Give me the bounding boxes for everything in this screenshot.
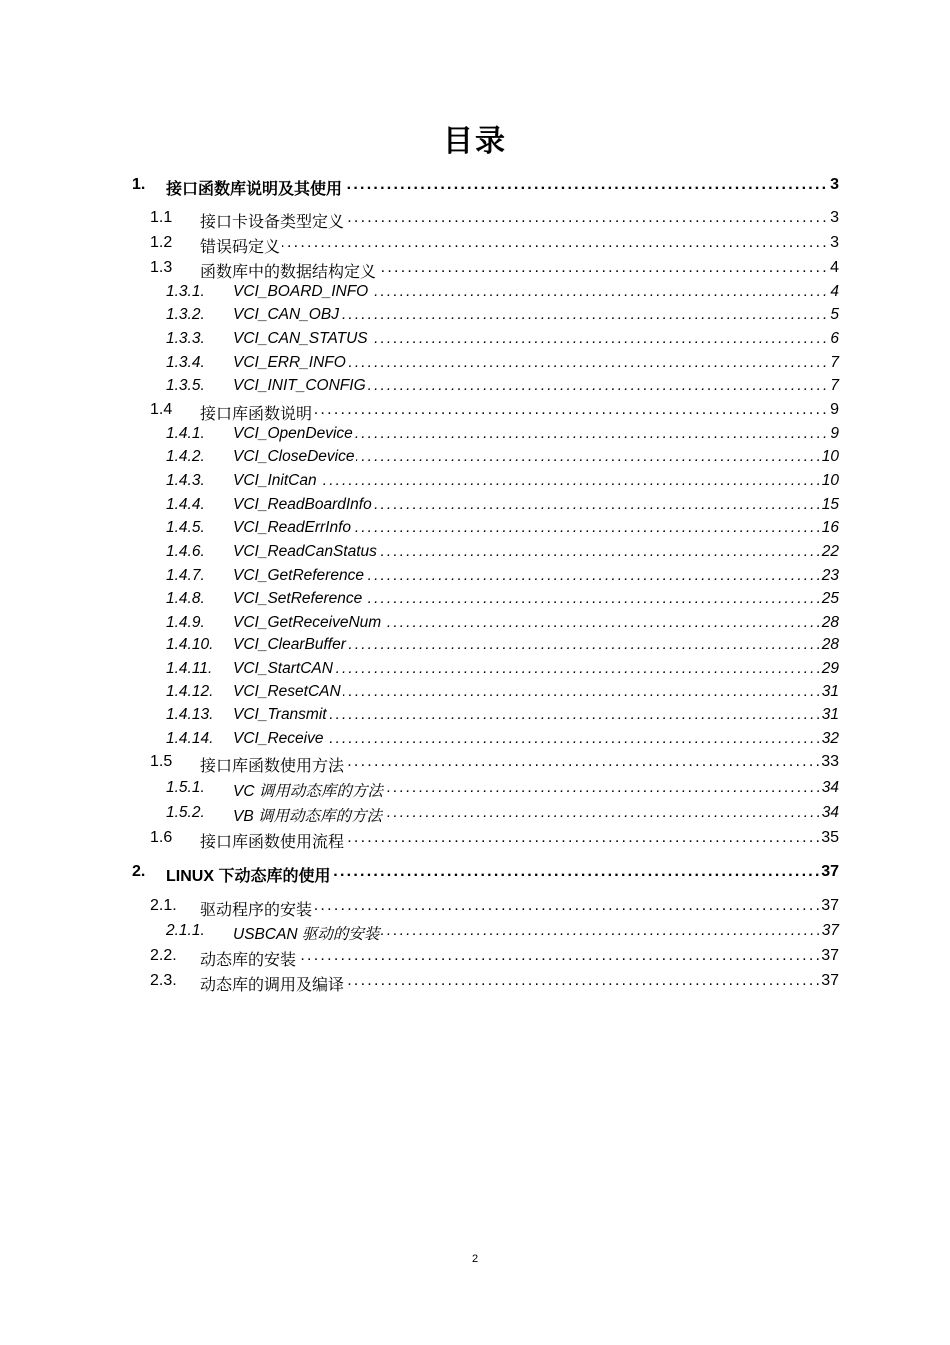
toc-entry[interactable]: [0, 330, 950, 354]
toc-entry-page: 34: [821, 804, 839, 821]
toc-entry[interactable]: [0, 897, 950, 921]
toc-entry-number: 1.3.5.: [166, 377, 205, 394]
toc-entry[interactable]: [0, 543, 950, 567]
toc-entry-page: 25: [821, 590, 839, 607]
toc-entry[interactable]: [0, 804, 950, 828]
toc-entry-page: 9: [830, 425, 839, 442]
toc-entry-number: 1.4.4.: [166, 496, 205, 513]
toc-entry[interactable]: [0, 472, 950, 496]
toc-entry-page: 3: [830, 209, 839, 226]
toc-entry-page: 32: [821, 730, 839, 747]
page-number: 2: [471, 1253, 479, 1265]
toc-entry-number: 1.4.13.: [166, 706, 214, 723]
toc-entry-page: 37: [821, 922, 839, 939]
toc-entry[interactable]: [0, 636, 950, 660]
toc-entry-page: 37: [821, 972, 839, 989]
toc-entry-title: 接口函数库说明及其使用: [166, 176, 344, 199]
toc-entry-title: 动态库的调用及编译: [200, 972, 346, 995]
toc-entry-page: 31: [821, 683, 839, 700]
toc-entry[interactable]: [0, 863, 950, 887]
toc-entry-number: 1.4.12.: [166, 683, 214, 700]
toc-entry-number: 1.3.2.: [166, 306, 205, 323]
toc-entry-page: 9: [830, 401, 839, 418]
toc-entry-page: 29: [821, 660, 839, 677]
toc-entry-number: 2.2.: [150, 947, 177, 964]
toc-entry-title: 驱动程序的安装: [200, 897, 314, 920]
toc-entry[interactable]: [0, 401, 950, 425]
toc-entry[interactable]: [0, 209, 950, 233]
toc-entry[interactable]: [0, 567, 950, 591]
toc-entry-number: 1.4.2.: [166, 448, 205, 465]
toc-entry-page: 28: [821, 636, 839, 653]
toc-entry-number: 1.1: [150, 209, 173, 226]
toc-entry[interactable]: [0, 519, 950, 543]
toc-entry-number: 1.5.1.: [166, 779, 205, 796]
toc-entry-number: 1.5: [150, 753, 173, 770]
toc-entry-title: VCI_CAN_OBJ: [233, 306, 339, 323]
toc-entry-number: 2.: [132, 863, 146, 880]
toc-entry-page: 35: [821, 829, 839, 846]
toc-entry-number: 1.5.2.: [166, 804, 205, 821]
toc-entry-number: 1.4.8.: [166, 590, 205, 607]
toc-entry[interactable]: [0, 660, 950, 684]
toc-entry-number: 1.4.14.: [166, 730, 214, 747]
toc-entry-number: 1.: [132, 176, 146, 193]
toc-entry[interactable]: [0, 947, 950, 971]
toc-entry-page: 37: [821, 863, 839, 880]
toc-entry-title: VB 调用动态库的方法: [233, 804, 384, 826]
toc-entry-title: VCI_ClearBuffer: [233, 636, 346, 653]
toc-entry[interactable]: [0, 283, 950, 307]
toc-entry-page: 7: [830, 354, 839, 371]
toc-entry-page: 37: [821, 897, 839, 914]
toc-entry[interactable]: [0, 706, 950, 730]
toc-entry-title: 接口库函数说明: [200, 401, 314, 424]
toc-entry-number: 1.3.3.: [166, 330, 205, 347]
toc-entry-title: 接口库函数使用方法: [200, 753, 346, 776]
toc-entry[interactable]: [0, 779, 950, 803]
toc-entry-title: VCI_BOARD_INFO: [233, 283, 369, 300]
toc-entry-page: 33: [821, 753, 839, 770]
toc-entry-title: VCI_ReadBoardInfo: [233, 496, 372, 513]
toc-entry-number: 1.4.11.: [166, 660, 213, 677]
toc-entry-title: VC 调用动态库的方法: [233, 779, 385, 801]
toc-entry-title: VCI_ResetCAN: [233, 683, 341, 700]
toc-leader-dots: [233, 472, 839, 494]
toc-entry-title: VCI_SetReference: [233, 590, 363, 607]
toc-entry-title: 接口卡设备类型定义: [200, 209, 346, 232]
toc-entry-number: 1.3.4.: [166, 354, 205, 371]
toc-leader-dots: [200, 234, 839, 256]
toc-entry-page: 4: [830, 259, 839, 276]
toc-entry[interactable]: [0, 496, 950, 520]
toc-entry-number: 1.4.7.: [166, 567, 205, 584]
toc-entry-number: 1.4.9.: [166, 614, 205, 631]
toc-entry[interactable]: [0, 730, 950, 754]
toc-entry-title: VCI_ReadCanStatus: [233, 543, 377, 560]
toc-entry-page: 3: [830, 234, 839, 251]
toc-entry-title: VCI_ReadErrInfo: [233, 519, 352, 536]
toc-entry-page: 34: [821, 779, 839, 796]
toc-entry-page: 4: [830, 283, 839, 300]
toc-entry-title: VCI_Transmit: [233, 706, 327, 723]
toc-entry[interactable]: [0, 972, 950, 996]
toc-entry[interactable]: [0, 448, 950, 472]
toc-entry[interactable]: [0, 176, 950, 200]
toc-entry-number: 1.4.6.: [166, 543, 205, 560]
toc-entry-title: 接口库函数使用流程: [200, 829, 346, 852]
toc-entry-title: 动态库的安装: [200, 947, 298, 970]
toc-entry[interactable]: [0, 829, 950, 853]
toc-entry-number: 1.4.3.: [166, 472, 205, 489]
toc-entry-title: VCI_GetReference: [233, 567, 364, 584]
toc-entry[interactable]: [0, 683, 950, 707]
toc-entry-page: 31: [821, 706, 839, 723]
toc-entry-title: VCI_ERR_INFO: [233, 354, 346, 371]
toc-entry-title: USBCAN 驱动的安装: [233, 922, 381, 944]
toc-entry-page: 5: [830, 306, 839, 323]
toc-entry[interactable]: [0, 354, 950, 378]
toc-entry[interactable]: [0, 614, 950, 638]
toc-entry[interactable]: [0, 922, 950, 946]
toc-entry-title: VCI_CAN_STATUS: [233, 330, 368, 347]
toc-entry-page: 37: [821, 947, 839, 964]
toc-entry-title: VCI_CloseDevice: [233, 448, 355, 465]
toc-entry-title: VCI_StartCAN: [233, 660, 333, 677]
toc-entry-page: 16: [821, 519, 839, 536]
toc-entry-number: 2.1.: [150, 897, 177, 914]
toc-entry[interactable]: [0, 234, 950, 258]
toc-entry[interactable]: [0, 259, 950, 283]
toc-entry-page: 28: [821, 614, 839, 631]
toc-entry-title: 函数库中的数据结构定义: [200, 259, 378, 282]
toc-entry[interactable]: [0, 590, 950, 614]
toc-entry-page: 3: [830, 176, 839, 193]
toc-entry-title: VCI_InitCan: [233, 472, 317, 489]
toc-entry-title: VCI_Receive: [233, 730, 324, 747]
toc-entry[interactable]: [0, 425, 950, 449]
toc-entry-page: 23: [821, 567, 839, 584]
toc-entry-page: 15: [821, 496, 839, 513]
toc-entry-number: 1.4: [150, 401, 173, 418]
toc-entry-number: 1.3.1.: [166, 283, 205, 300]
toc-entry-title: 错误码定义: [200, 234, 282, 257]
toc-entry-number: 2.3.: [150, 972, 177, 989]
toc-entry-page: 6: [830, 330, 839, 347]
toc-entry-title: VCI_OpenDevice: [233, 425, 353, 442]
toc-entry-page: 22: [821, 543, 839, 560]
toc-entry[interactable]: [0, 753, 950, 777]
toc-entry-number: 1.4.5.: [166, 519, 205, 536]
toc-entry-page: 7: [830, 377, 839, 394]
toc-entry[interactable]: [0, 306, 950, 330]
toc-entry-number: 1.2: [150, 234, 173, 251]
toc-entry-number: 2.1.1.: [166, 922, 205, 939]
toc-entry-title: VCI_INIT_CONFIG: [233, 377, 366, 394]
toc-entry-page: 10: [821, 448, 839, 465]
toc-entry-number: 1.4.10.: [166, 636, 214, 653]
toc-entry-number: 1.4.1.: [166, 425, 205, 442]
toc-entry-title: VCI_GetReceiveNum: [233, 614, 382, 631]
toc-entry-number: 1.6: [150, 829, 173, 846]
toc-entry[interactable]: [0, 377, 950, 401]
toc-entry-number: 1.3: [150, 259, 173, 276]
page-title: 目录: [443, 124, 507, 159]
toc-entry-page: 10: [821, 472, 839, 489]
toc-entry-title: LINUX 下动态库的使用: [166, 863, 332, 886]
